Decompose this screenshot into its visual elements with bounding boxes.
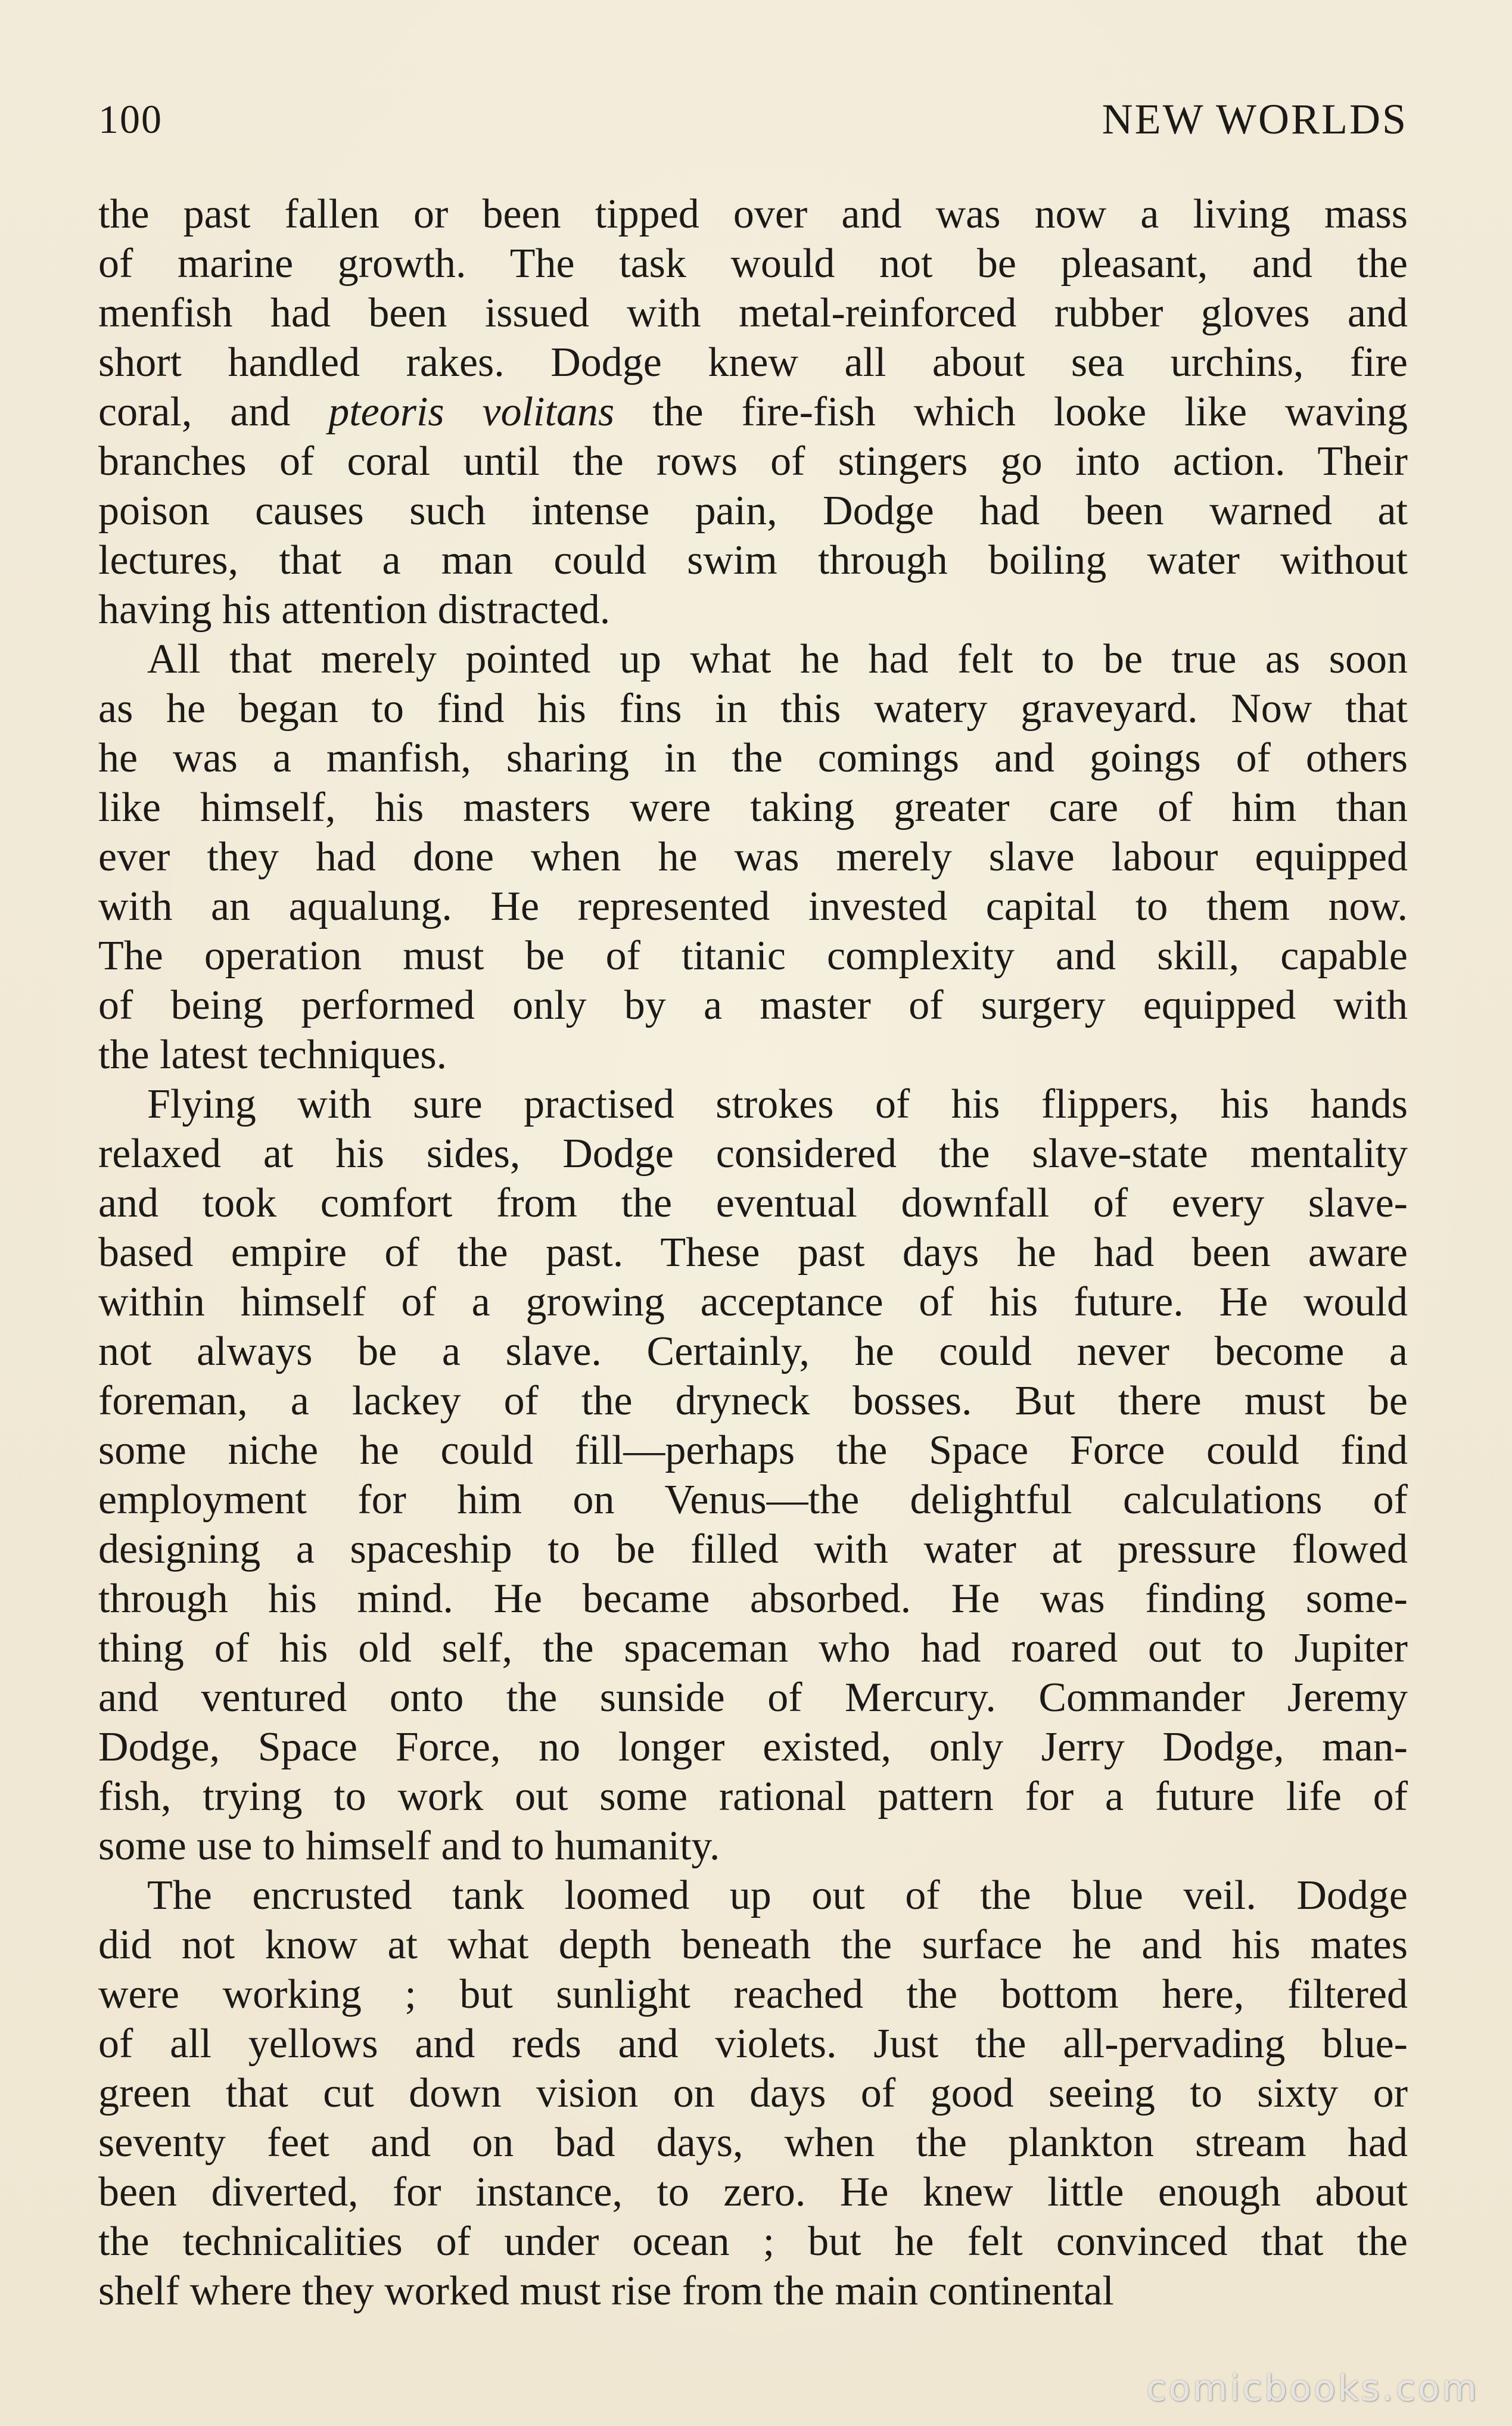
text-line: shelf where they worked must rise from the main continental bbox=[98, 2268, 1114, 2314]
text-line: through his mind. He became absorbed. He was finding some- bbox=[98, 1576, 1408, 1622]
text-line: did not know at what depth beneath the surface he and his mates bbox=[98, 1922, 1408, 1968]
text-line: The operation must be of titanic complexity and skill, capable bbox=[98, 933, 1408, 979]
page-header bbox=[98, 92, 1408, 146]
text-line: some use to himself and to humanity. bbox=[98, 1823, 720, 1869]
text-line: thing of his old self, the spaceman who had roared out to Jupiter bbox=[98, 1625, 1408, 1671]
body-text bbox=[98, 189, 1408, 2316]
text-line: with an aqualung. He represented invested capital to them now. bbox=[98, 884, 1408, 929]
text-line: Flying with sure practised strokes of his flippers, his hands bbox=[147, 1081, 1408, 1127]
text-line: poison causes such intense pain, Dodge had been warned at bbox=[98, 488, 1408, 534]
text-line: The encrusted tank loomed up out of the blue veil. Dodge bbox=[147, 1873, 1408, 1918]
text-line: some niche he could fill—perhaps the Space Force could find bbox=[98, 1427, 1408, 1473]
text-line: menfish had been issued with metal-reinforced rubber gloves and bbox=[98, 290, 1408, 336]
text-line: ever they had done when he was merely slave labour equipped bbox=[98, 834, 1408, 880]
text-line: were working ; but sunlight reached the bottom here, filtered bbox=[98, 1971, 1408, 2017]
text-line: the technicalities of under ocean ; but he felt convinced that the bbox=[98, 2219, 1408, 2265]
text-line: of all yellows and reds and violets. Just the all-pervading blue- bbox=[98, 2021, 1408, 2067]
text-segment: the fire-fish which looke like waving bbox=[614, 389, 1408, 435]
text-line: All that merely pointed up what he had felt to be true as soon bbox=[147, 636, 1408, 682]
text-line: lectures, that a man could swim through boiling water without bbox=[98, 537, 1408, 583]
text-line: fish, trying to work out some rational pattern for a future life of bbox=[98, 1774, 1408, 1820]
text-line: Dodge, Space Force, no longer existed, only Jerry Dodge, man- bbox=[98, 1724, 1408, 1770]
text-line: designing a spaceship to be filled with water at pressure flowed bbox=[98, 1526, 1408, 1572]
text-line: the latest techniques. bbox=[98, 1032, 447, 1078]
text-line: not always be a slave. Certainly, he could never become a bbox=[98, 1329, 1408, 1374]
watermark: comicbooks.com bbox=[1146, 2368, 1479, 2409]
text-line: and took comfort from the eventual downfall of every slave- bbox=[98, 1180, 1408, 1226]
text-line: been diverted, for instance, to zero. He knew little enough about bbox=[98, 2169, 1408, 2215]
text-line: foreman, a lackey of the dryneck bosses. But there must be bbox=[98, 1378, 1408, 1424]
text-line: as he began to find his fins in this watery graveyard. Now that bbox=[98, 686, 1408, 732]
text-line: employment for him on Venus—the delightful calculations of bbox=[98, 1477, 1408, 1523]
text-line: green that cut down vision on days of good seeing to sixty or bbox=[98, 2070, 1408, 2116]
italic-term: pteoris volitans bbox=[328, 389, 615, 435]
text-segment: coral, and bbox=[98, 389, 329, 435]
text-line: like himself, his masters were taking greater care of him than bbox=[98, 785, 1408, 831]
text-line: and ventured onto the sunside of Mercury. Commander Jeremy bbox=[98, 1675, 1408, 1721]
running-head: NEW WORLDS bbox=[1102, 95, 1408, 143]
text-line: branches of coral until the rows of stingers go into action. Their bbox=[98, 438, 1408, 484]
text-line: based empire of the past. These past days he had been aware bbox=[98, 1230, 1408, 1276]
text-line: the past fallen or been tipped over and was now a living mass bbox=[98, 191, 1408, 237]
text-line: seventy feet and on bad days, when the plankton stream had bbox=[98, 2120, 1408, 2166]
text-line: having his attention distracted. bbox=[98, 587, 611, 633]
text-line: he was a manfish, sharing in the comings and goings of others bbox=[98, 735, 1408, 781]
page-number: 100 bbox=[98, 97, 163, 142]
text-line bbox=[98, 387, 1408, 437]
text-line: of being performed only by a master of surgery equipped with bbox=[98, 982, 1408, 1028]
text-line: within himself of a growing acceptance of his future. He would bbox=[98, 1279, 1408, 1325]
text-line: of marine growth. The task would not be pleasant, and the bbox=[98, 241, 1408, 287]
text-line: relaxed at his sides, Dodge considered the slave-state mentality bbox=[98, 1131, 1408, 1177]
text-line: short handled rakes. Dodge knew all about sea urchins, fire bbox=[98, 340, 1408, 385]
